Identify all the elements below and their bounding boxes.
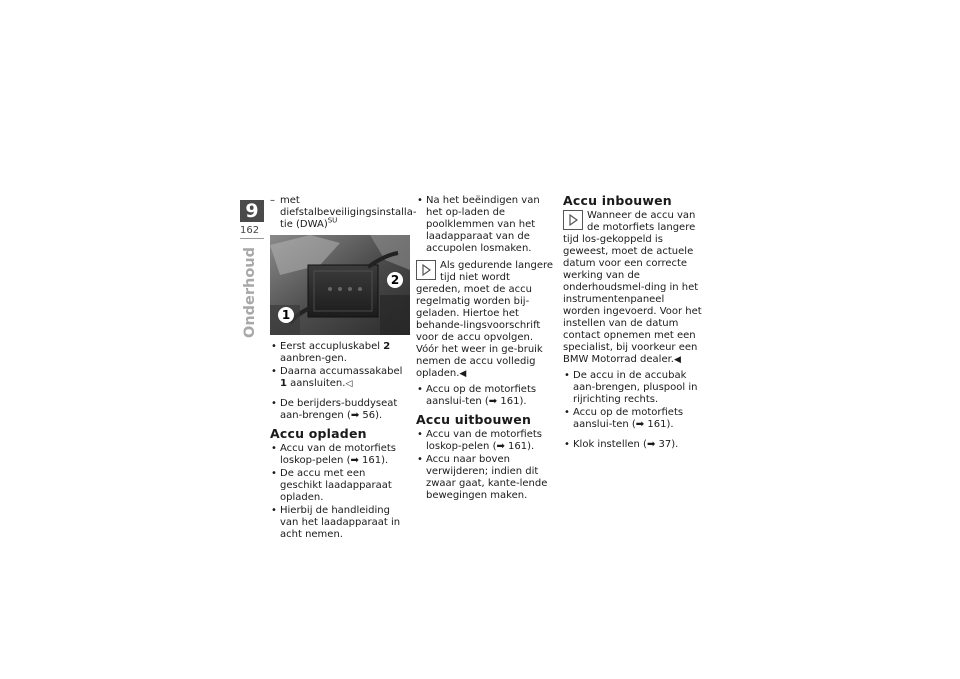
list-item: • Accu op de motorfiets aanslui-ten (➡ 161). <box>563 407 703 431</box>
list-item-text: aanbren-gen. <box>280 353 347 364</box>
dash-item-dwa <box>270 195 417 231</box>
heading-accu-inbouwen: Accu inbouwen <box>563 193 672 208</box>
page-number: 162 <box>240 225 260 236</box>
list-item-connect-battery: • Accu op de motorfiets aanslui-ten (➡ 161). <box>416 384 556 408</box>
list-item: • Hierbij de handleiding van het laadapparaat in acht nemen. <box>270 505 410 541</box>
end-mark-icon: ◀ <box>459 369 467 379</box>
list-item-ref-number: 2 <box>383 341 391 352</box>
column-1 <box>270 195 417 542</box>
heading-accu-opladen: Accu opladen <box>270 426 367 441</box>
chapter-number: 9 <box>240 200 264 222</box>
page-number-divider <box>240 238 264 239</box>
list-item-ground-cable <box>270 366 410 390</box>
callout-1: 1 <box>278 307 294 323</box>
list-item: • Accu van de motorfiets loskop-pelen (➡ 161). <box>416 429 556 453</box>
list-item-text: Daarna accumassakabel <box>280 366 403 377</box>
note-icon <box>563 210 583 230</box>
column-3 <box>563 195 703 452</box>
note-block <box>563 210 703 366</box>
battery-photo <box>270 235 410 335</box>
list-item-ref-number: 1 <box>280 378 287 389</box>
list-item-text: aansluiten. <box>286 378 346 389</box>
heading-accu-uitbouwen: Accu uitbouwen <box>416 412 532 427</box>
list-item: • De accu met een geschikt laadapparaat opladen. <box>270 468 410 504</box>
section-title-text: Onderhoud <box>242 246 258 338</box>
note-text: Wanneer de accu van de motorfiets langere tijd los-gekoppeld is geweest, moet de actuele datum voor een correcte werking van de onderhoudsmel-ding in het instrumentenpaneel worden ingevoerd. Voor het instellen van de datum contact opnemen met een specialist, bij voorkeur een BMW Motorrad dealer. <box>563 210 702 365</box>
end-mark-icon: ◁ <box>345 379 353 389</box>
note-icon <box>416 260 436 280</box>
list-item: • Accu naar boven verwijderen; indien dit zwaar gaat, kante-lende bewegingen maken. <box>416 454 556 502</box>
list-item-text: De berijders-buddyseat aan-brengen (➡ 56). <box>280 398 398 421</box>
callout-2: 2 <box>387 272 403 288</box>
list-item-seat <box>270 398 410 422</box>
dash-item-text: met diefstalbeveiligingsinstalla-tie (DWA) <box>280 195 417 230</box>
list-item-disconnect-charger: • Na het beëindigen van het op-laden de poolklemmen van het laadapparaat van de accupolen losmaken. <box>416 195 556 255</box>
list-item: • De accu in de accubak aan-brengen, pluspool in rijrichting rechts. <box>563 370 703 406</box>
section-title-vertical <box>242 248 262 338</box>
note-text: Als gedurende langere tijd niet wordt gereden, moet de accu regelmatig worden bij-geladen. Hiertoe het behande-lingsvoorschrift voor de accu opvolgen. Vóór het weer in ge-bruik nemen de accu volledig opladen. <box>416 260 554 379</box>
list-item-clock: • Klok instellen (➡ 37). <box>563 439 703 451</box>
list-item-text: Eerst accupluskabel <box>280 341 384 352</box>
end-mark-icon: ◀ <box>673 355 681 365</box>
note-block <box>416 260 556 380</box>
dash-item-sup: SU <box>327 216 338 225</box>
column-2 <box>416 195 556 503</box>
list-item-plus-cable <box>270 341 410 365</box>
list-item: • Accu van de motorfiets loskop-pelen (➡ 161). <box>270 443 410 467</box>
